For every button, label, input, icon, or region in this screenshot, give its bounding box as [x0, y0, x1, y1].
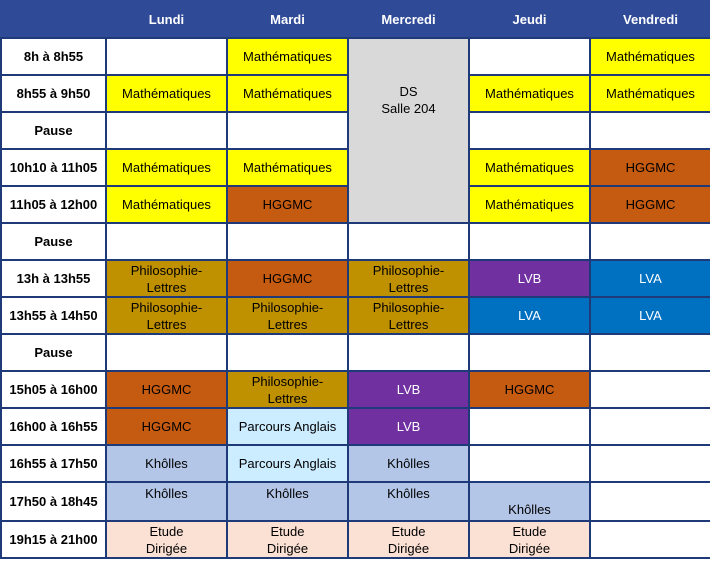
- day-header-jeudi: Jeudi: [469, 1, 590, 38]
- course-cell: LVA: [590, 260, 710, 297]
- day-header-lundi: Lundi: [106, 1, 227, 38]
- time-slot: 11h05 à 12h00: [1, 186, 106, 223]
- course-cell: HGGMC: [590, 186, 710, 223]
- course-cell: [590, 445, 710, 482]
- course-cell: Philosophie- Lettres: [348, 260, 469, 297]
- course-cell: Mathématiques: [469, 75, 590, 112]
- table-row: [1, 445, 710, 482]
- course-cell: LVA: [590, 297, 710, 334]
- table-row: [1, 521, 710, 558]
- course-cell: LVB: [348, 408, 469, 445]
- course-cell: Etude Dirigée: [469, 521, 590, 558]
- course-cell: Mathématiques: [227, 38, 348, 75]
- ds-label: DS: [399, 84, 418, 99]
- time-slot: 16h55 à 17h50: [1, 445, 106, 482]
- course-cell: LVA: [469, 297, 590, 334]
- ds-block: [348, 38, 469, 223]
- course-cell: [590, 334, 710, 371]
- corner-cell: [1, 1, 106, 38]
- time-slot: 10h10 à 11h05: [1, 149, 106, 186]
- course-cell: [469, 38, 590, 75]
- course-cell: Parcours Anglais: [227, 445, 348, 482]
- time-slot: 13h55 à 14h50: [1, 297, 106, 334]
- time-slot: 8h à 8h55: [1, 38, 106, 75]
- course-cell: [348, 334, 469, 371]
- course-cell: Mathématiques: [106, 75, 227, 112]
- table-row: [1, 223, 710, 260]
- course-cell: [590, 371, 710, 408]
- course-cell: Khôlles: [106, 482, 227, 521]
- course-cell: Philosophie- Lettres: [106, 297, 227, 334]
- day-header-mardi: Mardi: [227, 1, 348, 38]
- course-cell: [348, 223, 469, 260]
- table-row: [1, 371, 710, 408]
- course-cell: HGGMC: [227, 260, 348, 297]
- course-cell: Khôlles: [348, 482, 469, 521]
- course-cell: HGGMC: [106, 408, 227, 445]
- day-header-mercredi: Mercredi: [348, 1, 469, 38]
- header-row: [1, 1, 710, 38]
- course-cell: HGGMC: [106, 371, 227, 408]
- course-cell: Mathématiques: [469, 186, 590, 223]
- course-cell: Mathématiques: [106, 186, 227, 223]
- course-cell: [590, 223, 710, 260]
- course-cell: Mathématiques: [469, 149, 590, 186]
- course-cell: Khôlles: [106, 445, 227, 482]
- course-cell: [469, 334, 590, 371]
- table-row: [1, 38, 710, 75]
- course-cell: Mathématiques: [590, 38, 710, 75]
- course-cell: Philosophie- Lettres: [227, 297, 348, 334]
- time-slot: 15h05 à 16h00: [1, 371, 106, 408]
- course-cell: Philosophie- Lettres: [348, 297, 469, 334]
- ds-room: Salle 204: [381, 101, 436, 116]
- day-header-vendredi: Vendredi: [590, 1, 710, 38]
- time-slot: Pause: [1, 223, 106, 260]
- course-cell: Philosophie- Lettres: [227, 371, 348, 408]
- course-cell: Philosophie- Lettres: [106, 260, 227, 297]
- course-cell: [106, 223, 227, 260]
- course-cell: Etude Dirigée: [348, 521, 469, 558]
- course-cell: Mathématiques: [106, 149, 227, 186]
- course-cell: Khôlles: [348, 445, 469, 482]
- course-cell: [590, 521, 710, 558]
- course-cell: [590, 482, 710, 521]
- course-cell: [106, 38, 227, 75]
- time-slot: 19h15 à 21h00: [1, 521, 106, 558]
- table-row: [1, 482, 710, 521]
- course-cell: Etude Dirigée: [106, 521, 227, 558]
- course-cell: Mathématiques: [590, 75, 710, 112]
- course-cell: Mathématiques: [227, 149, 348, 186]
- course-cell: [106, 112, 227, 149]
- table-row: [1, 408, 710, 445]
- table-row: [1, 260, 710, 297]
- course-cell: HGGMC: [590, 149, 710, 186]
- time-slot: 13h à 13h55: [1, 260, 106, 297]
- time-slot: 8h55 à 9h50: [1, 75, 106, 112]
- course-cell: HGGMC: [469, 371, 590, 408]
- time-slot: Pause: [1, 112, 106, 149]
- course-cell: [469, 408, 590, 445]
- course-cell: [106, 334, 227, 371]
- course-cell: LVB: [469, 260, 590, 297]
- course-cell: Parcours Anglais: [227, 408, 348, 445]
- course-cell: [469, 445, 590, 482]
- time-slot: Pause: [1, 334, 106, 371]
- course-cell: [469, 223, 590, 260]
- course-cell: Mathématiques: [227, 75, 348, 112]
- table-row: [1, 297, 710, 334]
- course-cell: Etude Dirigée: [227, 521, 348, 558]
- time-slot: 17h50 à 18h45: [1, 482, 106, 521]
- course-cell: HGGMC: [227, 186, 348, 223]
- course-cell: Khôlles: [469, 482, 590, 521]
- course-cell: [227, 112, 348, 149]
- course-cell: [469, 112, 590, 149]
- course-cell: LVB: [348, 371, 469, 408]
- time-slot: 16h00 à 16h55: [1, 408, 106, 445]
- course-cell: [590, 408, 710, 445]
- course-cell: [227, 334, 348, 371]
- course-cell: Khôlles: [227, 482, 348, 521]
- course-cell: [590, 112, 710, 149]
- table-row: [1, 334, 710, 371]
- course-cell: [227, 223, 348, 260]
